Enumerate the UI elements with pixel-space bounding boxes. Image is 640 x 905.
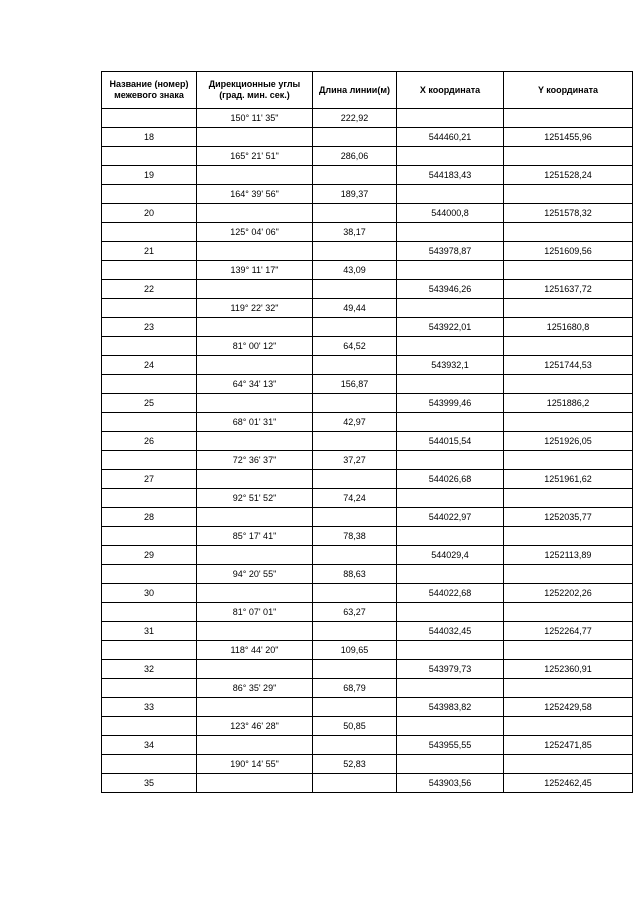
cell-x-coordinate: 544022,68 <box>397 584 504 603</box>
table-row-segment <box>102 451 633 470</box>
cell-x-coordinate <box>397 565 504 584</box>
cell-line-length <box>313 128 397 147</box>
cell-x-coordinate <box>397 299 504 318</box>
table-row-segment <box>102 641 633 660</box>
cell-line-length: 43,09 <box>313 261 397 280</box>
cell-marker-name: 30 <box>102 584 197 603</box>
cell-marker-name: 18 <box>102 128 197 147</box>
cell-direction-angle: 164° 39' 56" <box>197 185 313 204</box>
table-row-point <box>102 698 633 717</box>
cell-y-coordinate <box>504 717 633 736</box>
table-row-point <box>102 774 633 793</box>
table-row-segment <box>102 261 633 280</box>
cell-line-length <box>313 280 397 299</box>
cell-y-coordinate: 1252471,85 <box>504 736 633 755</box>
table-row-segment <box>102 375 633 394</box>
cell-marker-name <box>102 451 197 470</box>
table-row-point <box>102 660 633 679</box>
cell-direction-angle: 68° 01' 31" <box>197 413 313 432</box>
cell-line-length <box>313 774 397 793</box>
cell-direction-angle <box>197 204 313 223</box>
table-row-segment <box>102 109 633 128</box>
cell-line-length <box>313 394 397 413</box>
cell-x-coordinate <box>397 261 504 280</box>
cell-line-length <box>313 470 397 489</box>
cell-marker-name <box>102 489 197 508</box>
cell-line-length: 50,85 <box>313 717 397 736</box>
boundary-coordinates-table <box>101 71 633 793</box>
cell-y-coordinate <box>504 337 633 356</box>
cell-x-coordinate: 543978,87 <box>397 242 504 261</box>
cell-line-length: 286,06 <box>313 147 397 166</box>
table-row-segment <box>102 299 633 318</box>
cell-x-coordinate: 544026,68 <box>397 470 504 489</box>
cell-x-coordinate: 544000,8 <box>397 204 504 223</box>
cell-y-coordinate: 1252360,91 <box>504 660 633 679</box>
cell-direction-angle: 118° 44' 20" <box>197 641 313 660</box>
cell-marker-name <box>102 223 197 242</box>
cell-direction-angle <box>197 508 313 527</box>
cell-line-length: 222,92 <box>313 109 397 128</box>
header-direction-angle <box>197 72 313 109</box>
cell-direction-angle <box>197 432 313 451</box>
cell-x-coordinate: 543955,55 <box>397 736 504 755</box>
cell-y-coordinate <box>504 641 633 660</box>
table-row-segment <box>102 527 633 546</box>
table-body <box>102 109 633 793</box>
table-row-point <box>102 546 633 565</box>
cell-line-length: 109,65 <box>313 641 397 660</box>
header-line-length: Длина линии(м) <box>313 72 397 109</box>
cell-marker-name <box>102 185 197 204</box>
table-row-segment <box>102 489 633 508</box>
cell-y-coordinate: 1252202,26 <box>504 584 633 603</box>
cell-direction-angle <box>197 128 313 147</box>
cell-direction-angle <box>197 280 313 299</box>
cell-marker-name: 35 <box>102 774 197 793</box>
table-row-point <box>102 508 633 527</box>
table-row-segment <box>102 337 633 356</box>
table-row-point <box>102 280 633 299</box>
cell-direction-angle: 119° 22' 32" <box>197 299 313 318</box>
cell-direction-angle <box>197 318 313 337</box>
cell-line-length <box>313 698 397 717</box>
cell-marker-name: 33 <box>102 698 197 717</box>
table-row-segment <box>102 185 633 204</box>
table-row-point <box>102 470 633 489</box>
table-row-point <box>102 204 633 223</box>
header-y-coordinate: Y координата <box>504 72 633 109</box>
cell-y-coordinate <box>504 603 633 622</box>
header-marker-name-line1: Название (номер) <box>109 79 189 89</box>
cell-direction-angle <box>197 394 313 413</box>
cell-x-coordinate: 544460,21 <box>397 128 504 147</box>
cell-y-coordinate: 1251637,72 <box>504 280 633 299</box>
cell-line-length: 74,24 <box>313 489 397 508</box>
cell-marker-name: 29 <box>102 546 197 565</box>
cell-x-coordinate <box>397 641 504 660</box>
cell-direction-angle <box>197 242 313 261</box>
cell-marker-name <box>102 641 197 660</box>
cell-x-coordinate <box>397 679 504 698</box>
table-row-segment <box>102 755 633 774</box>
cell-y-coordinate <box>504 109 633 128</box>
cell-line-length <box>313 584 397 603</box>
cell-y-coordinate: 1251886,2 <box>504 394 633 413</box>
cell-marker-name <box>102 565 197 584</box>
cell-line-length <box>313 242 397 261</box>
cell-y-coordinate <box>504 413 633 432</box>
cell-y-coordinate <box>504 185 633 204</box>
cell-line-length: 52,83 <box>313 755 397 774</box>
header-direction-angle-line2: (град. мин. сек.) <box>219 90 290 100</box>
table-row-point <box>102 394 633 413</box>
cell-x-coordinate: 543999,46 <box>397 394 504 413</box>
cell-line-length: 64,52 <box>313 337 397 356</box>
cell-x-coordinate <box>397 337 504 356</box>
cell-y-coordinate <box>504 375 633 394</box>
cell-direction-angle <box>197 774 313 793</box>
cell-direction-angle: 85° 17' 41" <box>197 527 313 546</box>
cell-line-length: 38,17 <box>313 223 397 242</box>
cell-x-coordinate <box>397 489 504 508</box>
cell-line-length: 78,38 <box>313 527 397 546</box>
cell-x-coordinate: 544015,54 <box>397 432 504 451</box>
cell-line-length <box>313 508 397 527</box>
cell-direction-angle: 72° 36' 37" <box>197 451 313 470</box>
cell-y-coordinate <box>504 489 633 508</box>
cell-direction-angle: 64° 34' 13" <box>197 375 313 394</box>
cell-line-length: 42,97 <box>313 413 397 432</box>
cell-x-coordinate: 543922,01 <box>397 318 504 337</box>
cell-marker-name: 19 <box>102 166 197 185</box>
header-direction-angle-line1: Дирекционные углы <box>208 79 301 89</box>
cell-direction-angle <box>197 622 313 641</box>
cell-y-coordinate <box>504 451 633 470</box>
cell-y-coordinate: 1251680,8 <box>504 318 633 337</box>
cell-marker-name <box>102 603 197 622</box>
cell-y-coordinate: 1252462,45 <box>504 774 633 793</box>
table-row-segment <box>102 603 633 622</box>
cell-marker-name: 32 <box>102 660 197 679</box>
cell-direction-angle <box>197 166 313 185</box>
table-row-segment <box>102 413 633 432</box>
table-row-point <box>102 584 633 603</box>
cell-marker-name <box>102 109 197 128</box>
cell-line-length <box>313 356 397 375</box>
table-row-point <box>102 736 633 755</box>
cell-x-coordinate: 544022,97 <box>397 508 504 527</box>
cell-y-coordinate: 1251926,05 <box>504 432 633 451</box>
cell-marker-name <box>102 375 197 394</box>
cell-x-coordinate: 544183,43 <box>397 166 504 185</box>
cell-line-length: 63,27 <box>313 603 397 622</box>
cell-x-coordinate: 543946,26 <box>397 280 504 299</box>
cell-y-coordinate <box>504 299 633 318</box>
cell-marker-name: 28 <box>102 508 197 527</box>
cell-direction-angle: 123° 46' 28" <box>197 717 313 736</box>
table-header-row <box>102 72 633 109</box>
cell-marker-name <box>102 679 197 698</box>
cell-marker-name: 23 <box>102 318 197 337</box>
cell-y-coordinate: 1252429,58 <box>504 698 633 717</box>
cell-marker-name <box>102 261 197 280</box>
cell-y-coordinate: 1252264,77 <box>504 622 633 641</box>
cell-marker-name <box>102 717 197 736</box>
cell-line-length: 189,37 <box>313 185 397 204</box>
cell-x-coordinate: 543979,73 <box>397 660 504 679</box>
cell-line-length: 156,87 <box>313 375 397 394</box>
cell-x-coordinate: 543932,1 <box>397 356 504 375</box>
cell-direction-angle: 165° 21' 51" <box>197 147 313 166</box>
cell-y-coordinate <box>504 565 633 584</box>
cell-line-length: 68,79 <box>313 679 397 698</box>
cell-marker-name <box>102 337 197 356</box>
cell-direction-angle: 92° 51' 52" <box>197 489 313 508</box>
table-row-segment <box>102 717 633 736</box>
cell-y-coordinate <box>504 261 633 280</box>
cell-y-coordinate <box>504 527 633 546</box>
table-row-segment <box>102 147 633 166</box>
table-row-point <box>102 432 633 451</box>
cell-y-coordinate: 1251578,32 <box>504 204 633 223</box>
cell-y-coordinate: 1252113,89 <box>504 546 633 565</box>
table-row-point <box>102 622 633 641</box>
cell-line-length <box>313 546 397 565</box>
cell-direction-angle: 139° 11' 17" <box>197 261 313 280</box>
table-row-point <box>102 356 633 375</box>
cell-direction-angle <box>197 470 313 489</box>
cell-x-coordinate: 543903,56 <box>397 774 504 793</box>
cell-x-coordinate <box>397 375 504 394</box>
cell-marker-name <box>102 299 197 318</box>
header-marker-name-line2: межевого знака <box>114 90 184 100</box>
header-marker-name <box>102 72 197 109</box>
cell-line-length <box>313 622 397 641</box>
cell-x-coordinate: 543983,82 <box>397 698 504 717</box>
cell-direction-angle: 81° 07' 01" <box>197 603 313 622</box>
cell-x-coordinate <box>397 451 504 470</box>
cell-y-coordinate: 1252035,77 <box>504 508 633 527</box>
cell-marker-name <box>102 527 197 546</box>
cell-direction-angle <box>197 736 313 755</box>
cell-marker-name: 31 <box>102 622 197 641</box>
table-row-point <box>102 242 633 261</box>
cell-marker-name: 34 <box>102 736 197 755</box>
cell-marker-name: 22 <box>102 280 197 299</box>
cell-line-length <box>313 318 397 337</box>
table-row-segment <box>102 565 633 584</box>
cell-line-length: 88,63 <box>313 565 397 584</box>
cell-x-coordinate: 544029,4 <box>397 546 504 565</box>
cell-direction-angle <box>197 698 313 717</box>
table-row-segment <box>102 223 633 242</box>
cell-x-coordinate: 544032,45 <box>397 622 504 641</box>
cell-y-coordinate: 1251528,24 <box>504 166 633 185</box>
cell-line-length <box>313 204 397 223</box>
cell-x-coordinate <box>397 527 504 546</box>
cell-y-coordinate <box>504 679 633 698</box>
table-row-segment <box>102 679 633 698</box>
cell-direction-angle: 190° 14' 55" <box>197 755 313 774</box>
cell-marker-name <box>102 147 197 166</box>
cell-y-coordinate <box>504 755 633 774</box>
cell-x-coordinate <box>397 185 504 204</box>
cell-line-length: 37,27 <box>313 451 397 470</box>
cell-line-length <box>313 166 397 185</box>
table-row-point <box>102 318 633 337</box>
cell-direction-angle <box>197 584 313 603</box>
cell-x-coordinate <box>397 223 504 242</box>
cell-line-length <box>313 736 397 755</box>
cell-marker-name: 21 <box>102 242 197 261</box>
cell-y-coordinate: 1251744,53 <box>504 356 633 375</box>
cell-marker-name <box>102 755 197 774</box>
cell-direction-angle: 125° 04' 06" <box>197 223 313 242</box>
cell-marker-name: 24 <box>102 356 197 375</box>
cell-marker-name: 27 <box>102 470 197 489</box>
cell-x-coordinate <box>397 755 504 774</box>
cell-marker-name: 25 <box>102 394 197 413</box>
cell-direction-angle: 94° 20' 55" <box>197 565 313 584</box>
cell-x-coordinate <box>397 603 504 622</box>
cell-direction-angle <box>197 356 313 375</box>
cell-direction-angle: 150° 11' 35" <box>197 109 313 128</box>
cell-x-coordinate <box>397 717 504 736</box>
cell-line-length <box>313 432 397 451</box>
cell-marker-name: 20 <box>102 204 197 223</box>
cell-x-coordinate <box>397 413 504 432</box>
cell-y-coordinate <box>504 223 633 242</box>
cell-x-coordinate <box>397 109 504 128</box>
header-x-coordinate: X координата <box>397 72 504 109</box>
cell-y-coordinate: 1251609,56 <box>504 242 633 261</box>
cell-x-coordinate <box>397 147 504 166</box>
cell-direction-angle: 86° 35' 29" <box>197 679 313 698</box>
cell-marker-name <box>102 413 197 432</box>
cell-y-coordinate: 1251455,96 <box>504 128 633 147</box>
cell-y-coordinate: 1251961,62 <box>504 470 633 489</box>
table-row-point <box>102 128 633 147</box>
cell-direction-angle <box>197 546 313 565</box>
cell-line-length <box>313 660 397 679</box>
cell-line-length: 49,44 <box>313 299 397 318</box>
cell-direction-angle <box>197 660 313 679</box>
table-row-point <box>102 166 633 185</box>
cell-marker-name: 26 <box>102 432 197 451</box>
cell-direction-angle: 81° 00' 12" <box>197 337 313 356</box>
cell-y-coordinate <box>504 147 633 166</box>
